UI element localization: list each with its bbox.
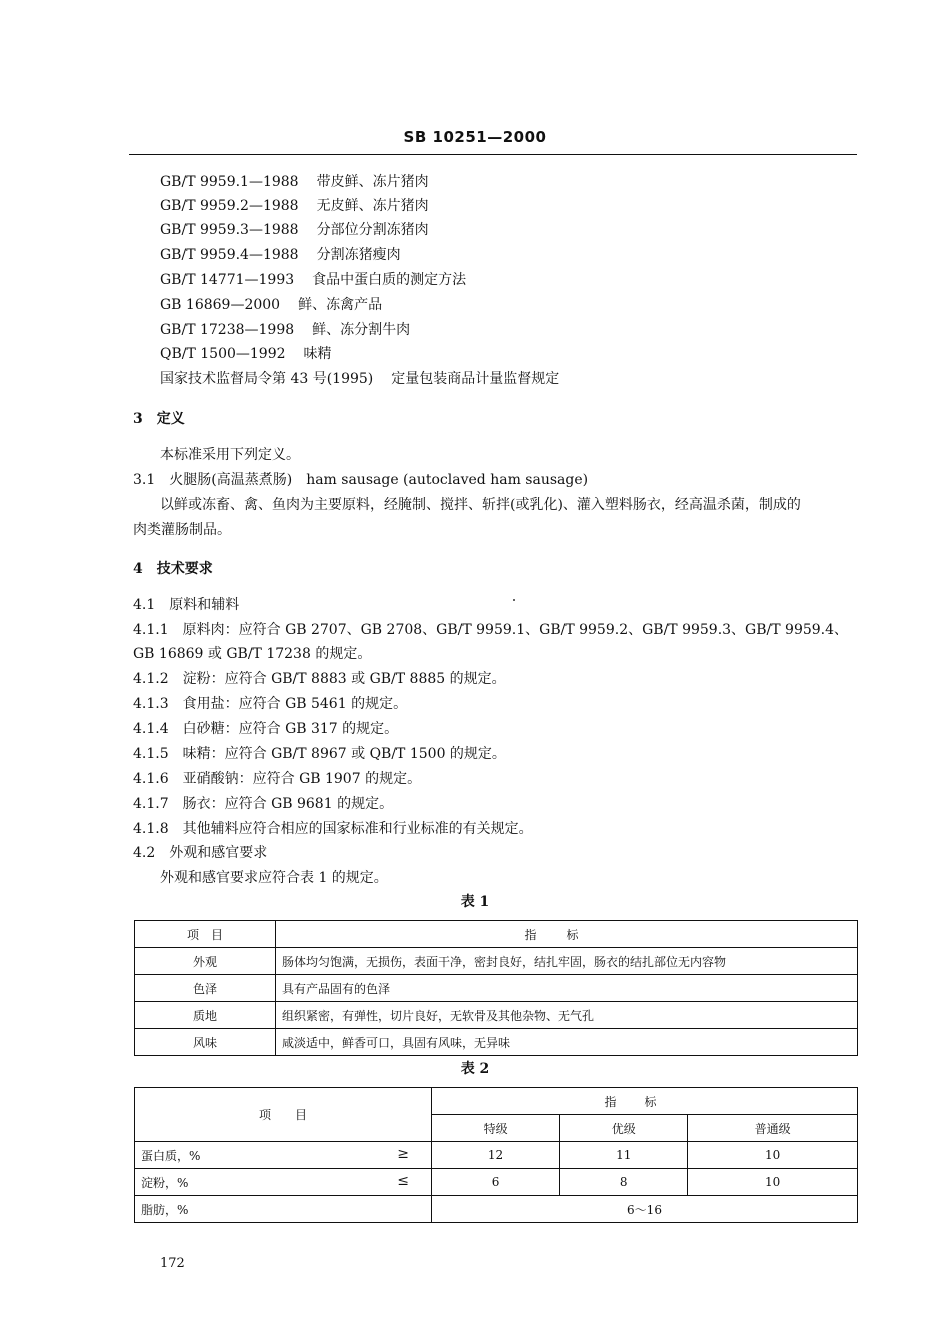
table-cell: 12	[432, 1142, 560, 1169]
reference-code: GB/T 9959.4—1988	[160, 247, 299, 263]
table-header-cell: 优级	[560, 1115, 688, 1142]
table-cell: 脂肪，%	[135, 1196, 432, 1223]
clause-4-1-5: 4.1.5 味精：应符合 GB/T 8967 或 QB/T 1500 的规定。	[133, 746, 506, 762]
clause-4-1-1: 4.1.1 原料肉：应符合 GB 2707、GB 2708、GB/T 9959.1、GB/T 9959.2、GB/T 9959.3、GB/T 9959.4、	[133, 622, 849, 638]
scan-speck	[513, 599, 515, 601]
clause-4-1-4: 4.1.4 白砂糖：应符合 GB 317 的规定。	[133, 721, 399, 737]
table-row	[135, 975, 858, 1002]
page-number: 172	[160, 1256, 185, 1271]
reference-item	[160, 271, 466, 289]
clause-4-1-8: 4.1.8 其他辅料应符合相应的国家标准和行业标准的有关规定。	[133, 821, 533, 837]
reference-code: QB/T 1500—1992	[160, 346, 286, 362]
table-1-caption: 表 1	[460, 894, 490, 910]
table-cell: 10	[688, 1142, 858, 1169]
reference-title: 无皮鲜、冻片猪肉	[316, 198, 429, 214]
reference-title: 带皮鲜、冻片猪肉	[316, 174, 429, 190]
table-2-caption: 表 2	[460, 1061, 490, 1077]
table-cell: 11	[560, 1142, 688, 1169]
table-cell: 色泽	[135, 975, 276, 1002]
table-row	[135, 1002, 858, 1029]
reference-item	[160, 345, 332, 363]
table-cell: 外观	[135, 948, 276, 975]
table-header-cell: 指标	[276, 921, 858, 948]
reference-code: GB/T 9959.2—1988	[160, 198, 299, 214]
table-header-row	[135, 921, 858, 948]
table-row	[135, 1029, 858, 1056]
table-cell: 风味	[135, 1029, 276, 1056]
table-row	[135, 948, 858, 975]
reference-title: 分割冻猪瘦肉	[316, 247, 401, 263]
reference-code: GB/T 14771—1993	[160, 272, 295, 288]
reference-item	[160, 370, 559, 388]
standard-code-header: SB 10251—2000	[403, 128, 547, 146]
comparison-symbol: ≥	[397, 1146, 409, 1162]
table-row	[135, 1169, 858, 1196]
table-cell: 8	[560, 1169, 688, 1196]
reference-code: GB/T 17238—1998	[160, 322, 295, 338]
table-row	[135, 1142, 858, 1169]
reference-item	[160, 197, 429, 215]
table-cell: 10	[688, 1169, 858, 1196]
header-rule	[129, 154, 857, 155]
reference-item	[160, 221, 429, 239]
definition-3-1-text-cont: 肉类灌肠制品。	[133, 522, 231, 538]
clause-4-1-7: 4.1.7 肠衣：应符合 GB 9681 的规定。	[133, 796, 394, 812]
reference-item	[160, 173, 429, 191]
comparison-symbol: ≤	[397, 1173, 409, 1189]
table-header-cell: 特级	[432, 1115, 560, 1142]
reference-code: GB 16869—2000	[160, 297, 281, 313]
clause-4-2-text: 外观和感官要求应符合表 1 的规定。	[160, 870, 388, 886]
table-cell: 质地	[135, 1002, 276, 1029]
reference-title: 分部位分割冻猪肉	[316, 222, 429, 238]
item-label: 淀粉，%	[141, 1175, 189, 1190]
reference-code: GB/T 9959.3—1988	[160, 222, 299, 238]
definition-3-1-text: 以鲜或冻畜、禽、鱼肉为主要原料，经腌制、搅拌、斩拌(或乳化)、灌入塑料肠衣，经高温杀菌，制成的	[160, 497, 801, 513]
reference-title: 鲜、冻分割牛肉	[312, 322, 411, 338]
table-cell: 咸淡适中，鲜香可口，具固有风味，无异味	[276, 1029, 858, 1056]
table-cell: 6	[432, 1169, 560, 1196]
table-cell: 组织紧密，有弹性，切片良好，无软骨及其他杂物、无气孔	[276, 1002, 858, 1029]
table-header-row	[135, 1088, 858, 1115]
table-header-cell: 项 目	[135, 1088, 432, 1142]
table-header-cell: 普通级	[688, 1115, 858, 1142]
section-3-heading: 3 定义	[133, 411, 185, 427]
section-4-heading: 4 技术要求	[133, 561, 213, 577]
reference-title: 食品中蛋白质的测定方法	[312, 272, 467, 288]
reference-item	[160, 321, 410, 339]
table-header-cell: 项 目	[135, 921, 276, 948]
table-cell: 6～16	[432, 1196, 858, 1223]
table-2	[134, 1087, 858, 1223]
clause-4-1-2: 4.1.2 淀粉：应符合 GB/T 8883 或 GB/T 8885 的规定。	[133, 671, 506, 687]
table-row	[135, 1196, 858, 1223]
clause-4-2: 4.2 外观和感官要求	[133, 845, 268, 861]
clause-4-1-3: 4.1.3 食用盐：应符合 GB 5461 的规定。	[133, 696, 408, 712]
table-cell: 具有产品固有的色泽	[276, 975, 858, 1002]
reference-code: 国家技术监督局令第 43 号(1995)	[160, 371, 374, 387]
table-1	[134, 920, 858, 1056]
item-label: 蛋白质，%	[141, 1148, 201, 1163]
table-cell	[135, 1142, 432, 1169]
reference-item	[160, 296, 382, 314]
reference-title: 定量包装商品计量监督规定	[391, 371, 560, 387]
clause-4-1-1-cont: GB 16869 或 GB/T 17238 的规定。	[133, 646, 372, 662]
table-header-cell: 指标	[432, 1088, 858, 1115]
table-cell	[135, 1169, 432, 1196]
section-3-intro: 本标准采用下列定义。	[160, 447, 300, 463]
reference-title: 味精	[303, 346, 332, 362]
reference-item	[160, 246, 401, 264]
reference-title: 鲜、冻禽产品	[298, 297, 383, 313]
table-cell: 肠体均匀饱满，无损伤，表面干净，密封良好，结扎牢固，肠衣的结扎部位无内容物	[276, 948, 858, 975]
reference-code: GB/T 9959.1—1988	[160, 174, 299, 190]
clause-4-1-6: 4.1.6 亚硝酸钠：应符合 GB 1907 的规定。	[133, 771, 422, 787]
definition-3-1-title: 3.1 火腿肠(高温蒸煮肠) ham sausage (autoclaved ham sausage)	[133, 472, 589, 488]
clause-4-1: 4.1 原料和辅料	[133, 597, 240, 613]
